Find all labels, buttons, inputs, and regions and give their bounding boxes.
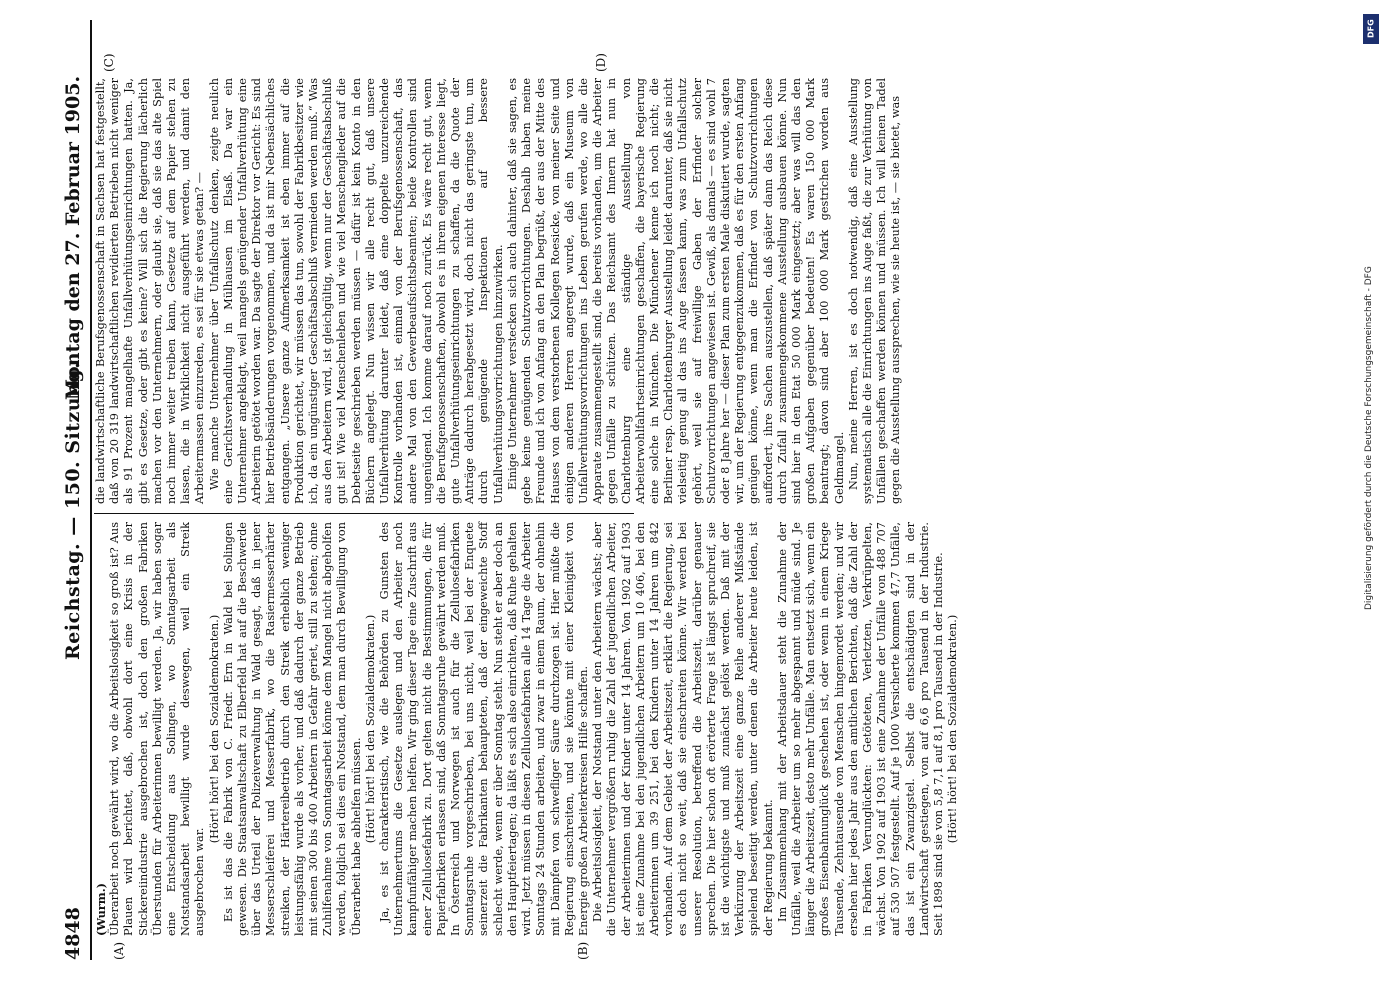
left-column (94, 522, 960, 936)
paragraph: Es ist das die Fabrik von C. Friedr. Ern in Wald bei Solingen gewesen. Die Staatsanwaltschaft zu Elberfeld hat auf die Beschwerde über das Urteil der Polizeiverwaltung in Wald gesagt, daß in jener Messerschleiferei und Messerfabrik, wo die Rasiermesserhärter streiken, der Härtereibetrieb durch den Streik erheblich weniger leistungsfähig wurde als vorher, und daß dadurch der ganze Betrieb mit seinen 300 bis 400 Arbeitern in Gefahr geriet, still zu stehen; ohne Zuhilfenahme von Sonntagsarbeit könne dem Mangel nicht abgeholfen werden, folglich sei dies ein Notstand, dem man durch Bewilligung von Überarbeit habe abhelfen müssen. (221, 522, 363, 936)
interjection: (Hört! hört! bei den Sozialdemokraten.) (946, 614, 960, 844)
paragraph: Ja, es ist charakteristisch, wie die Behörden zu Gunsten des Unternehmertums die Gesetze auslegen und den Arbeiter noch kampfunfähiger machen helfen. Wir ging dieser Tage eine Zuschrift aus einer Zellulosefabrik zu. Dort gelten nicht die Bestimmungen, die für Papierfabriken erlassen sind, daß Sonntagsruhe gewährt werden muß. In Österreich und Norwegen ist auch für die Zellulosefabriken Sonntagsruhe vorgeschrieben, bei uns nicht, weil bei der Enquete seinerzeit die Fabrikanten behaupteten, daß der eingeweichte Stoff schlecht werde, wenn er über Sonntag steht. Nun steht er aber doch an den Hauptfeiertagen; da läßt es sich also einrichten, daß Ruhe gehalten wird. Jetzt müssen in diesen Zellulosefabriken alle 14 Tage die Arbeiter Sonntags 24 Stunden arbeiten, und zwar in einem Raum, der ohnehin mit Dämpfen von schwefliger Säure durchzogen ist. Hier müßte die Regierung einschreiten, und sie könnte mit einer Kleinigkeit von Energie großen Arbeiterkreisen Hilfe schaffen. (378, 522, 590, 936)
paragraph: Im Zusammenhang mit der Arbeitsdauer steht die Zunahme der Unfälle, weil die Arbeiter um so mehr abgespannt und müde sind. Je länger die Arbeitszeit, desto mehr Unfälle. Man entsetzt sich, wenn ein großes Eisenbahnunglück geschehen ist, oder wenn in einem Kriege Tausende, Zehntausende von Menschen hingemordet werden; und wir ersehen hier jedes Jahr aus den amtlichen Berichten, daß die Zahl der in Fabriken Verunglückten: Getöteten, Verletzten, Verkrüppelten, wächst. Von 1902 auf 1903 ist eine Zunahme der Unfälle von 488 707 auf 530 507 festgestellt. Auf je 1000 Versicherte kommen 47,7 Unfälle, das ist ein Zwanzigstel. Selbst die entschädigten sind in der Landwirtschaft gestiegen, von auf 6,6 pro Tausend in der Industrie. Seit 1898 sind sie von 5,8 7,1 auf 8,1 pro Tausend in der Industrie. (775, 522, 945, 936)
session-date: Montag den 27. Februar 1905. (62, 75, 84, 400)
page-number: 4848 (62, 907, 84, 960)
paragraph: Überarbeit noch gewährt wird, wo die Arbeitslosigkeit so groß ist? Aus Plauen wird berichtet, daß, obwohl dort eine Krisis in der Stickereiindustrie ausgebrochen ist, doch den großen Fabriken Überstunden für Arbeiterinnen bewilligt werden. Ja, wir haben sogar eine Entscheidung aus Solingen, wo Sonntagsarbeit als Notstandsarbeit bewilligt wurde deswegen, weil ein Streik ausgebrochen war. (108, 522, 207, 936)
right-column (94, 78, 904, 504)
column-divider (94, 513, 634, 514)
speaker-label: (Wurm.) (94, 883, 108, 936)
paragraph: Nun, meine Herren, ist es doch notwendig, daß eine Ausstellung systematisch alle die Einrichtungen ins Auge faßt, die zur Verhütung von Unfällen geschaffen werden können und müssen. Ich will keinen Tadel gegen die Ausstellung aussprechen, wie sie heute ist, — sie bietet, was (846, 78, 903, 504)
digitization-credit: Digitalisierung gefördert durch die Deutsche Forschungsgemeinschaft - DFG (1364, 266, 1374, 610)
margin-marker-a: (A) (112, 941, 126, 960)
interjection: (Hört! hört! bei den Sozialdemokraten.) (207, 614, 221, 844)
margin-marker-c: (C) (102, 53, 116, 72)
interjection: (Hört! hört! bei den Sozialdemokraten.) (363, 614, 377, 844)
page-header (58, 40, 90, 960)
paragraph: Die Arbeitslosigkeit, der Notstand unter den Arbeitern wächst; aber die Unternehmer vergrößern ruhig die Zahl der jugendlichen Arbeiter, der Arbeiterinnen und der Kinder unter 14 Jahren. Von 1902 auf 1903 ist eine Zunahme bei den jugendlichen Arbeitern um 10 406, bei den Arbeiterinnen um 39 251, bei den Kindern unter 14 Jahren um 842 vorhanden. Auf dem Gebiet der Arbeitszeit, erklärt die Regierung, sei es doch nicht so weit, daß sie einschreiten könne. Wir werden bei unserer Resolution, betreffend die Arbeitszeit, darüber genauer sprechen. Die hier schon oft erörterte Frage ist längst spruchreif, sie ist die wichtigste und muß zunächst gelöst werden. Daß mit der Verkürzung der Arbeitszeit eine ganze Reihe anderer Mißstände spielend beseitigt werden, unter denen die Arbeiter heute leiden, ist der Regierung bekannt. (591, 522, 775, 936)
digitization-note (1361, 10, 1381, 990)
paragraph: Einige Unternehmer verstecken sich auch dahinter, daß sie sagen, es gebe keine genügenden Schutzvorrichtungen. Deshalb haben meine Freunde und ich von Anfang an den Plan begrüßt, der aus der Mitte des Hauses von dem verstorbenen Kollegen Roesicke, von meiner Seite und einigen anderen Herren angeregt wurde, daß ein Museum von Unfallverhütungsvorrichtungen ins Leben gerufen werde, wo alle die Apparate zusammengestellt sind, die bereits vorhanden, um die Arbeiter gegen Unfälle zu schützen. Das Reichsamt des Innern hat nun in Charlottenburg eine ständige Ausstellung von Arbeiterwohlfahrtseinrichtungen geschaffen, die bayerische Regierung eine solche in München. Die Münchener kenne ich noch nicht; die Berliner resp. Charlottenburger Ausstellung leidet darunter, daß sie nicht vielseitig genug all das ins Auge fassen kann, was zum Unfallschutz gehört, weil sie auf freiwillige Gaben der Erfinder solcher Schutzvorrichtungen angewiesen ist. Gewiß, als damals — es sind wohl 7 oder 8 Jahre her — dieser Plan zum ersten Male diskutiert wurde, sagten wir, um der Regierung entgegenzukommen, daß es für den ersten Anfang genügen könne, wenn man die Erfinder von Schutzvorrichtungen auffordert, ihre Sachen auszustellen, daß später dann das Reich diese durch Zufall zusammengekommene Ausstellung ausbauen könne. Nun sind hier in den Etat 50 000 Mark eingesetzt; aber was will das den großen Aufgaben gegenüber bedeuten! Es waren 150 000 Mark beantragt; davon sind aber 100 000 Mark gestrichen worden aus Geldmangel. (505, 78, 846, 504)
header-rule (90, 20, 92, 960)
margin-marker-b: (B) (576, 941, 590, 960)
session-title: Reichstag. — 150. Sitzung. (62, 361, 84, 660)
document-page (28, 0, 1328, 1000)
margin-marker-d: (D) (594, 53, 608, 72)
dfg-logo: DFG (1363, 14, 1379, 44)
paragraph: Wie manche Unternehmer über Unfallschutz denken, zeigte neulich eine Gerichtsverhandlung in Mülhausen im Elsaß. Da war ein Unternehmer angeklagt, weil mangels genügender Unfallverhütung eine Arbeiterin getötet worden war. Da sagte der Direktor vor Gericht: Es sind hier Betriebsänderungen vorgenommen, und da ist mir Nebensächliches entgangen. „Unsere ganze Aufmerksamkeit ist eben immer auf die Produktion gerichtet, wir müssen das tun, sowohl der Fabrikbesitzer wie ich, da ein ungünstiger Geschäftsabschluß vermieden werden muß.“ Was aus den Arbeitern wird, ist gleichgültig, wenn nur der Geschäftsabschluß gut ist! Wie viel Menschenleben und wie viel Menschenglieder auf die Debetseite geschrieben werden müssen — dafür ist kein Konto in den Büchern angelegt. Nun wissen wir alle recht gut, daß unsere Unfallverhütung darunter leidet, daß eine doppelte unzureichende Kontrolle vorhanden ist, einmal von der Berufsgenossenschaft, das andere Mal von den Gewerbeaufsichtsbeamten; beide Kontrollen sind ungenügend. Ich komme darauf noch zurück. Es wäre recht gut, wenn die Berufsgenossenschaften, obwohl es in ihrem eigenen Interesse liegt, gute Unfallverhütungseinrichtungen zu schaffen, da die Quote der Anträge dadurch herabgesetzt wird, doch nicht das geringste tun, um durch genügende Inspektionen auf bessere Unfallverhütungsvorrichtungen hinzuwirken. (207, 78, 505, 504)
paragraph: die landwirtschaftliche Berufsgenossenschaft in Sachsen hat festgestellt, daß von 20 319 landwirtschaftlichen revidierten Betrieben nicht weniger als 91 Prozent mangelhafte Unfallverhütungseinrichtungen hatten. Ja, gibt es Gesetze, oder gibt es keine? Will sich die Regierung lächerlich machen vor den Unternehmern, oder glaubt sie, daß sie das alte Spiel noch immer weiter treiben kann, Gesetze auf dem Papier stehen zu lassen, die in Wirklichkeit nicht ausgeführt werden, und damit den Arbeitermassen einzureden, es sei für sie etwas getan? — (94, 78, 207, 504)
